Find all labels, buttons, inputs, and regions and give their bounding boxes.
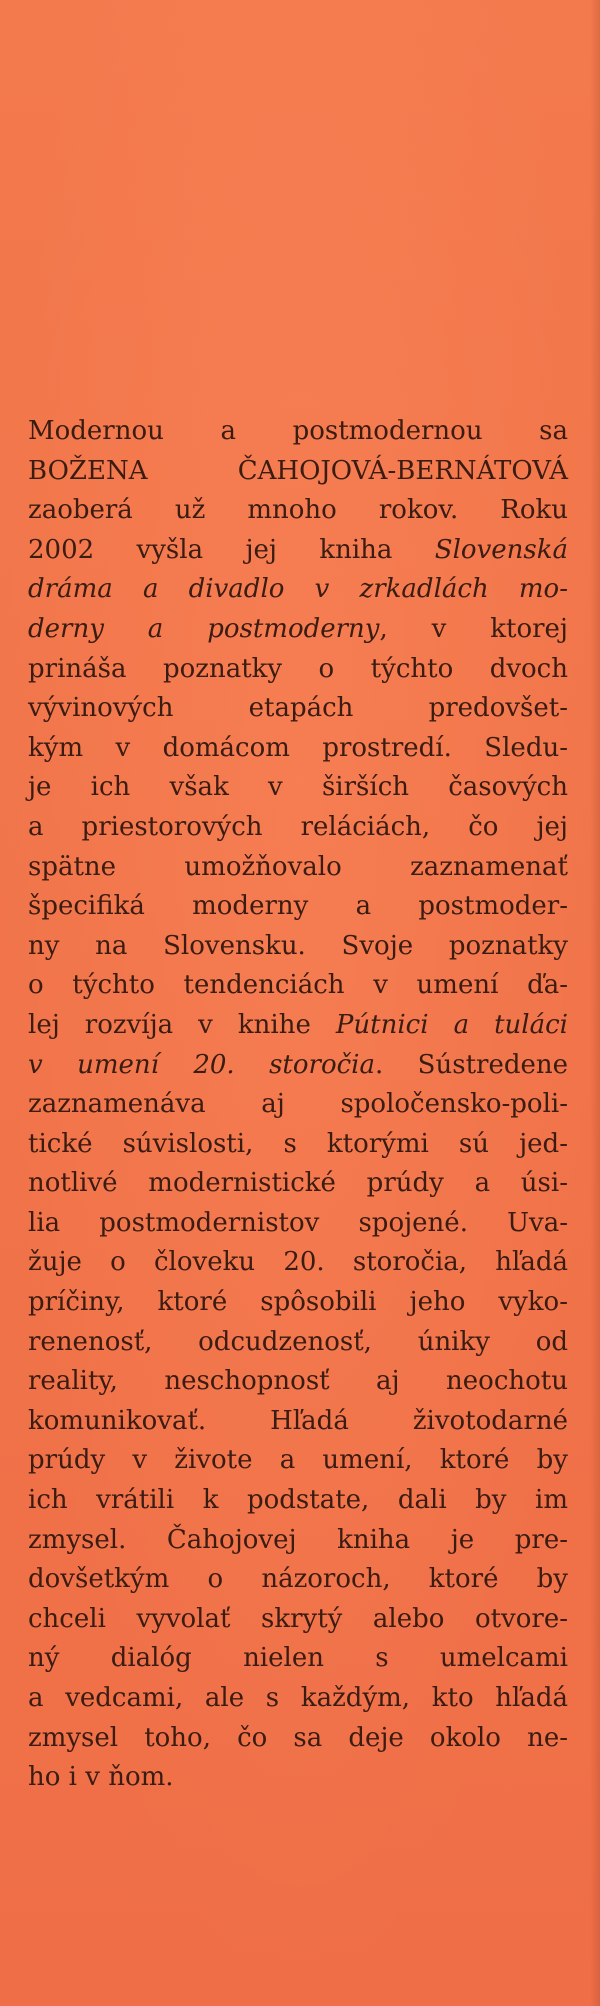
- blurb-text-segment: ich vrátili k podstate, dali by im: [28, 1485, 568, 1516]
- blurb-text-segment: 2002 vyšla jej kniha: [28, 534, 435, 565]
- blurb-line: [28, 412, 568, 452]
- blurb-line: [28, 1441, 568, 1481]
- blurb-line: [28, 808, 568, 848]
- blurb-text-segment: prináša poznatky o týchto dvoch: [28, 653, 568, 684]
- blurb-text-segment: ho i v ňom.: [28, 1762, 174, 1793]
- blurb-line: [28, 1481, 568, 1521]
- blurb-line: [28, 1758, 568, 1798]
- blurb-line: [28, 1085, 568, 1125]
- blurb-line: [28, 1006, 568, 1046]
- blurb-line: [28, 729, 568, 769]
- blurb-line: [28, 966, 568, 1006]
- book-title-text: derny a postmoderny: [28, 613, 380, 644]
- blurb-text-segment: Modernou a postmodernou sa: [28, 416, 568, 446]
- blurb-text-segment: BOŽENA ČAHOJOVÁ-BERNÁTOVÁ: [28, 455, 568, 486]
- blurb-line: [28, 768, 568, 808]
- blurb-text-segment: príčiny, ktoré spôsobili jeho vyko-: [28, 1287, 568, 1318]
- blurb-line: [28, 1521, 568, 1561]
- blurb-text-segment: prúdy v živote a umení, ktoré by: [28, 1445, 568, 1476]
- blurb-line: [28, 927, 568, 967]
- blurb-text-segment: žuje o človeku 20. storočia, hľadá: [28, 1247, 568, 1278]
- blurb-text-segment: o týchto tendenciách v umení ďa-: [28, 970, 568, 1001]
- blurb-line: [28, 1323, 568, 1363]
- blurb-line: [28, 1046, 568, 1086]
- blurb-text-segment: a vedcami, ale s každým, kto hľadá: [28, 1683, 568, 1713]
- blurb-text-segment: zmysel toho, čo sa deje okolo ne-: [28, 1722, 568, 1753]
- blurb-text-segment: lia postmodernistov spojené. Uva-: [28, 1207, 568, 1238]
- blurb-text-segment: zmysel. Čahojovej kniha je pre-: [28, 1524, 568, 1555]
- blurb-text: [28, 412, 568, 1798]
- blurb-text-segment: renenosť, odcudzenosť, úniky od: [28, 1326, 568, 1357]
- blurb-line: [28, 1362, 568, 1402]
- blurb-text-segment: , v ktorej: [379, 613, 568, 644]
- blurb-text-segment: ny na Slovensku. Svoje poznatky: [28, 930, 568, 961]
- blurb-text-segment: spätne umožňovalo zaznamenať: [28, 851, 568, 882]
- blurb-text-segment: reality, neschopnosť aj neochotu: [28, 1366, 568, 1397]
- blurb-line: [28, 689, 568, 729]
- blurb-line: [28, 1560, 568, 1600]
- blurb-line: [28, 1204, 568, 1244]
- blurb-text-segment: lej rozvíja v knihe: [28, 1009, 336, 1040]
- book-title-text: Pútnici a tuláci: [335, 1009, 568, 1040]
- blurb-line: [28, 1283, 568, 1323]
- blurb-text-segment: zaznamenáva aj spoločensko-poli-: [28, 1089, 568, 1120]
- blurb-text-segment: notlivé modernistické prúdy a úsi-: [28, 1168, 568, 1199]
- blurb-text-segment: komunikovať. Hľadá životodarné: [28, 1405, 568, 1436]
- blurb-line: [28, 1679, 568, 1719]
- blurb-line: [28, 887, 568, 927]
- blurb-text-segment: špecifiká moderny a postmoder-: [28, 891, 568, 922]
- book-title-text: dráma a divadlo v zrkadlách mo-: [28, 574, 568, 605]
- blurb-line: [28, 452, 568, 492]
- book-title-text: Slovenská: [434, 534, 568, 565]
- blurb-line: [28, 1600, 568, 1640]
- book-title-text: v umení 20. storočia: [28, 1049, 375, 1080]
- blurb-line: [28, 1164, 568, 1204]
- blurb-line: [28, 848, 568, 888]
- blurb-line: [28, 1639, 568, 1679]
- blurb-line: [28, 1125, 568, 1165]
- blurb-line: [28, 1402, 568, 1442]
- blurb-text-segment: vývinových etapách predovšet-: [28, 693, 568, 724]
- blurb-line: [28, 570, 568, 610]
- blurb-text-segment: . Sústredene: [375, 1049, 568, 1080]
- blurb-line: [28, 1243, 568, 1283]
- page-edge-shadow: [590, 0, 600, 2006]
- blurb-line: [28, 531, 568, 571]
- blurb-text-segment: kým v domácom prostredí. Sledu-: [28, 732, 568, 763]
- blurb-line: [28, 610, 568, 650]
- blurb-text-segment: a priestorových reláciách, čo jej: [28, 811, 568, 842]
- blurb-line: [28, 491, 568, 531]
- blurb-text-segment: zaoberá už mnoho rokov. Roku: [28, 495, 568, 526]
- blurb-line: [28, 1719, 568, 1759]
- blurb-text-segment: tické súvislosti, s ktorými sú jed-: [28, 1128, 568, 1159]
- blurb-text-segment: chceli vyvolať skrytý alebo otvore-: [28, 1603, 568, 1634]
- blurb-text-segment: dovšetkým o názoroch, ktoré by: [28, 1564, 568, 1595]
- blurb-text-segment: je ich však v širších časových: [28, 772, 568, 803]
- blurb-text-segment: ný dialóg nielen s umelcami: [28, 1643, 568, 1674]
- blurb-line: [28, 650, 568, 690]
